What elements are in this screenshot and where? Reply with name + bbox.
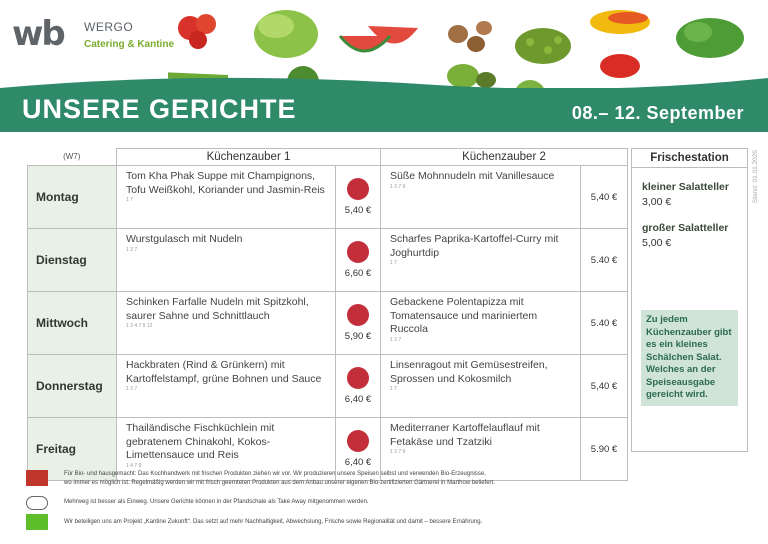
stand-date: Stand: 01.01.2025	[752, 150, 759, 204]
bio-icon	[26, 470, 48, 486]
day-label: Donnerstag	[28, 355, 117, 418]
dish-2: Scharfes Paprika-Kartoffel-Curry mit Joghurtdip 1 7	[381, 229, 581, 292]
fresh-station	[631, 148, 748, 452]
large-salad-label: großer Salatteller	[642, 222, 729, 234]
col2-header: Küchenzauber 2	[381, 149, 628, 166]
dish-2: Süße Mohnnudeln mit Vanillesauce 1 3 7 9	[381, 166, 581, 229]
dish-1: Wurstgulasch mit Nudeln 1 3 7	[117, 229, 336, 292]
header	[0, 0, 768, 132]
col1-header: Küchenzauber 1	[117, 149, 381, 166]
price-2: 5.90 €	[581, 418, 628, 481]
reuse-icon	[26, 496, 48, 510]
fish-icon	[347, 430, 369, 452]
menu-table	[27, 148, 628, 481]
small-salad-price: 3,00 €	[642, 196, 672, 208]
price-cell-1: 6,60 €	[336, 229, 381, 292]
dish-2: Gebackene Polentapizza mit Tomatensauce und mariniertem Ruccola 1 3 7	[381, 292, 581, 355]
day-label: Montag	[28, 166, 117, 229]
dish-1: Schinken Farfalle Nudeln mit Spitzkohl, saurer Sahne und Schnittlauch 1 3 4 7 9 12	[117, 292, 336, 355]
dish-1: Thailändische Fischküchlein mit gebratenem Chinakohl, Kokos-Limettensauce und Reis 1 4 7 9	[117, 418, 336, 481]
price-2: 5.40 €	[581, 229, 628, 292]
pig-icon	[347, 241, 369, 263]
cow-icon	[347, 367, 369, 389]
brand-name: WERGO	[84, 20, 134, 34]
dish-1: Hackbraten (Rind & Grünkern) mit Kartoffelstampf, grüne Bohnen und Sauce 1 3 7	[117, 355, 336, 418]
footer-line-2: wo immer es möglich ist. Regelmäßig werden wir mit frisch geernteten Produkten aus dem Anbau unserer eigenen Bio-zertifizierten Gärtnerei in Marthow beliefert.	[64, 480, 495, 486]
footer-line-4: Wir beteiligen uns am Projekt „Kantine Zukunft“. Das setzt auf mehr Nachhaltigkeit, Abwechslung, Frische sowie Regionalität und damit – bessere Ernährung.	[64, 519, 483, 525]
fish-icon	[347, 178, 369, 200]
price-cell-1: 5,40 €	[336, 166, 381, 229]
large-salad-price: 5,00 €	[642, 237, 672, 249]
footer-line-3: Mehrweg ist besser als Einweg. Unsere Gerichte können in der Pfandschale als Take Away mitgenommen werden.	[64, 499, 369, 505]
station-title: Frischestation	[632, 149, 747, 168]
brand-subtitle: Catering & Kantine	[84, 39, 175, 50]
table-row	[28, 355, 628, 418]
page-title: UNSERE GERICHTE	[22, 94, 297, 124]
price-cell-1: 6,40 €	[336, 355, 381, 418]
day-label: Mittwoch	[28, 292, 117, 355]
dish-1: Tom Kha Phak Suppe mit Champignons, Tofu Weißkohl, Koriander und Jasmin-Reis 1 7	[117, 166, 336, 229]
day-label: Freitag	[28, 418, 117, 481]
day-label: Dienstag	[28, 229, 117, 292]
price-2: 5.40 €	[581, 292, 628, 355]
kantine-zukunft-icon	[26, 514, 48, 530]
table-row	[28, 292, 628, 355]
footer-line-1: Für Bio- und hausgemacht: Das Kochhandwerk mit frischen Produkten ziehen wir vor. Wir produzieren unsere Speisen selbst und verwenden Bio-Erzeugnisse,	[64, 471, 486, 477]
date-range: 08.– 12. September	[571, 103, 744, 123]
week-label: (W7)	[63, 152, 81, 162]
dish-2: Linsenragout mit Gemüsestreifen, Sprossen und Kokosmilch 1 7	[381, 355, 581, 418]
pig-icon	[347, 304, 369, 326]
price-2: 5,40 €	[581, 166, 628, 229]
table-row	[28, 166, 628, 229]
salad-note: Zu jedem Küchenzauber gibt es ein kleines Schälchen Salat. Welches an der Speiseausgabe gereicht wird.	[641, 310, 738, 406]
price-cell-1: 6,40 €	[336, 418, 381, 481]
table-row	[28, 229, 628, 292]
price-cell-1: 5,90 €	[336, 292, 381, 355]
brand-logo: wb	[12, 14, 64, 54]
price-2: 5,40 €	[581, 355, 628, 418]
small-salad-label: kleiner Salatteller	[642, 181, 729, 193]
dish-2: Mediterraner Kartoffelauflauf mit Fetakäse und Tzatziki 1 3 7 9	[381, 418, 581, 481]
